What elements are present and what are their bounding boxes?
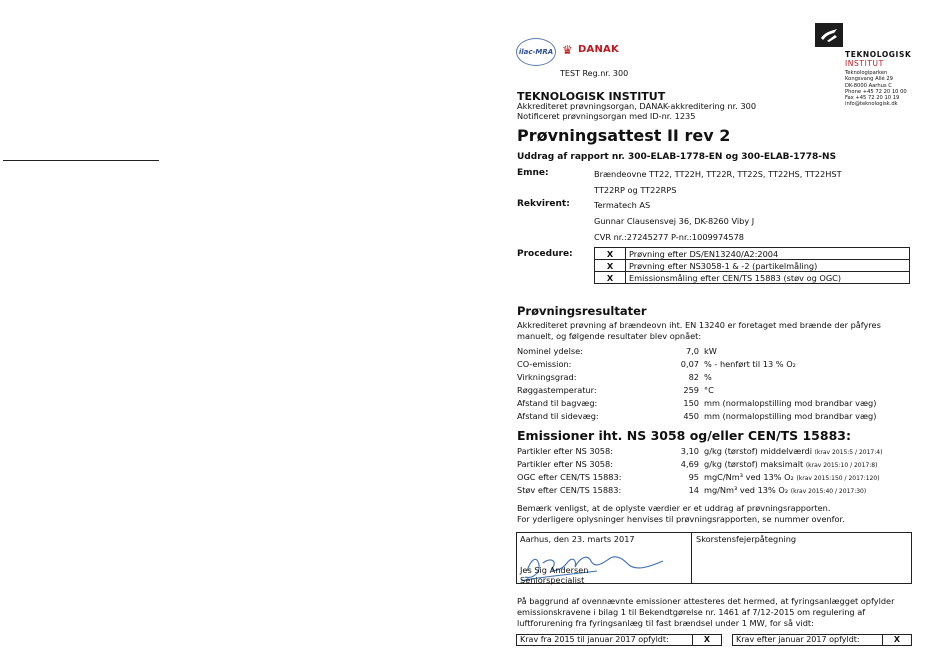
- emission-value: 14: [688, 485, 699, 495]
- procedure-label: Procedure:: [517, 249, 573, 259]
- procedure-text: Emissionsmåling efter CEN/TS 15883 (støv og OGC): [626, 272, 910, 284]
- address-line: Teknologiparken: [845, 70, 888, 76]
- result-unit: kW: [704, 346, 717, 356]
- procedure-mark: X: [595, 272, 626, 284]
- result-row: [517, 346, 917, 358]
- emission-unit-text: g/kg (tørstof) middelværdi: [704, 446, 812, 456]
- emission-unit: [704, 446, 882, 456]
- separator-line: [3, 160, 159, 161]
- emission-unit: [704, 472, 880, 482]
- address-line: DK-8000 Aarhus C: [845, 82, 892, 89]
- emission-value: 3,10: [680, 446, 699, 456]
- address-line: Phone +45 72 20 10 00: [845, 88, 907, 95]
- rekvirent-address: Gunnar Clausensvej 36, DK-8260 Viby J: [594, 216, 755, 226]
- results-heading: Prøvningsresultater: [517, 304, 647, 318]
- emission-row: [517, 472, 917, 484]
- ti-address: [845, 70, 907, 108]
- emission-requirement: (krav 2015:40 / 2017:30): [790, 488, 867, 495]
- result-row: [517, 372, 917, 384]
- result-value: 7,0: [685, 346, 699, 356]
- results-intro-1: Akkrediteret prøvning af brændeovn iht. EN 13240 er foretaget med brænde der påfyres: [517, 320, 881, 330]
- teknologisk-institut-logo-icon: [815, 23, 843, 47]
- note-line-2: For yderligere oplysninger henvises til prøvningsrapporten, se nummer ovenfor.: [517, 514, 845, 524]
- document-subtitle: Uddrag af rapport nr. 300-ELAB-1778-EN og 300-ELAB-1778-NS: [517, 152, 837, 162]
- org-name: TEKNOLOGISK INSTITUT: [517, 90, 666, 103]
- result-label: Røggastemperatur:: [517, 385, 597, 395]
- emission-requirement: (krav 2015:5 / 2017:4): [814, 449, 883, 456]
- emission-row: [517, 459, 917, 471]
- result-unit: mm (normalopstilling mod brandbar væg): [704, 411, 877, 421]
- result-value: 150: [683, 398, 699, 408]
- result-row: [517, 385, 917, 397]
- emission-unit-text: mg/Nm³ ved 13% O₂: [704, 485, 789, 495]
- place-date: Aarhus, den 23. marts 2017: [520, 534, 635, 544]
- procedure-mark: X: [595, 260, 626, 272]
- document-title: Prøvningsattest II rev 2: [517, 126, 731, 145]
- result-value: 82: [688, 372, 699, 382]
- crown-icon: ♛: [562, 43, 573, 57]
- result-value: 450: [683, 411, 699, 421]
- requirement-2017-mark: X: [882, 635, 911, 645]
- accreditation-text: [517, 101, 756, 121]
- signature-divider: [691, 533, 692, 583]
- result-label: CO-emission:: [517, 359, 572, 369]
- emne-line-2: TT22RP og TT22RPS: [594, 185, 677, 195]
- signer-role: Seniorspecialist: [520, 575, 585, 585]
- emission-unit: [704, 485, 866, 495]
- signer-name: Jes Sig Andersen: [520, 565, 589, 575]
- requirement-box-2015: [516, 634, 722, 646]
- requirement-2017-label: Krav efter januar 2017 opfyldt:: [736, 635, 860, 644]
- ti-logo-subtitle: INSTITUT: [845, 59, 884, 68]
- result-label: Afstand til sidevæg:: [517, 411, 599, 421]
- procedure-row: [595, 248, 910, 260]
- emission-unit: [704, 459, 877, 469]
- emission-label: OGC efter CEN/TS 15883:: [517, 472, 622, 482]
- result-label: Afstand til bagvæg:: [517, 398, 598, 408]
- result-label: Nominel ydelse:: [517, 346, 583, 356]
- procedure-table: [594, 247, 910, 284]
- result-row: [517, 398, 917, 410]
- results-intro-2: manuelt, og følgende resultater blev opnået:: [517, 331, 702, 341]
- emission-row: [517, 485, 917, 497]
- emission-label: Støv efter CEN/TS 15883:: [517, 485, 622, 495]
- procedure-text: Prøvning efter DS/EN13240/A2:2004: [626, 248, 910, 260]
- danak-label: DANAK: [578, 44, 619, 55]
- requirement-2015-label: Krav fra 2015 til januar 2017 opfyldt:: [520, 635, 669, 644]
- emission-value: 4,69: [680, 459, 699, 469]
- result-unit: °C: [704, 385, 714, 395]
- test-reg-number: TEST Reg.nr. 300: [560, 69, 629, 78]
- emission-label: Partikler efter NS 3058:: [517, 446, 613, 456]
- emission-value: 95: [688, 472, 699, 482]
- emission-unit-text: g/kg (tørstof) maksimalt: [704, 459, 804, 469]
- address-line: Fax +45 72 20 10 19: [845, 95, 900, 102]
- procedure-mark: X: [595, 248, 626, 260]
- result-label: Virkningsgrad:: [517, 372, 577, 382]
- rekvirent-cvr: CVR nr.:27245277 P-nr.:1009974578: [594, 232, 745, 242]
- emne-label: Emne:: [517, 168, 549, 178]
- danak-logo: [562, 42, 618, 58]
- result-unit: %: [704, 372, 712, 382]
- result-row: [517, 411, 917, 423]
- notified-line: Notificeret prøvningsorgan med ID-nr. 1235: [517, 111, 696, 121]
- emission-requirement: (krav 2015:10 / 2017:8): [805, 462, 878, 469]
- emission-unit-text: mgC/Nm³ ved 13% O₂: [704, 472, 794, 482]
- emissions-heading: Emissioner iht. NS 3058 og/eller CEN/TS 15883:: [517, 428, 851, 443]
- footer-line-1: På baggrund af ovennævnte emissioner attesteres det hermed, at fyringsanlægget opfylder: [517, 596, 895, 606]
- procedure-row: [595, 272, 910, 284]
- requirement-box-2017: [732, 634, 912, 646]
- signature-box: [516, 532, 912, 584]
- procedure-text: Prøvning efter NS3058-1 & -2 (partikelmåling): [626, 260, 910, 272]
- result-value: 0,07: [680, 359, 699, 369]
- signer: [520, 565, 588, 585]
- rekvirent-name: Termatech AS: [594, 200, 651, 210]
- rekvirent-label: Rekvirent:: [517, 199, 570, 209]
- footer-line-2: emissionskravene i bilag 1 til Bekendtgørelse nr. 1461 af 7/12-2015 om regulering af: [517, 607, 866, 617]
- result-row: [517, 359, 917, 371]
- emne-line-1: Brændeovne TT22, TT22H, TT22R, TT22S, TT22HS, TT22HST: [594, 169, 842, 179]
- ti-logo-name: TEKNOLOGISK: [845, 50, 912, 59]
- note-line-1: Bemærk venligst, at de oplyste værdier er et uddrag af prøvningsrapporten.: [517, 503, 831, 513]
- result-value: 259: [683, 385, 699, 395]
- accredited-line: Akkrediteret prøvningsorgan, DANAK-akkreditering nr. 300: [517, 101, 757, 111]
- result-unit: % - henført til 13 % O₂: [704, 359, 796, 369]
- requirement-2015-mark: X: [692, 635, 721, 645]
- address-line: info@teknologisk.dk: [845, 101, 898, 108]
- chimney-sweep-endorsement: Skorstensfejerpåtegning: [696, 534, 797, 544]
- footer-line-3: luftforurening fra fyringsanlæg til fast brændsel under 1 MW, for så vidt:: [517, 618, 814, 628]
- emission-row: [517, 446, 917, 458]
- ilac-mra-logo: ilac-MRA: [516, 38, 556, 66]
- emission-label: Partikler efter NS 3058:: [517, 459, 613, 469]
- emission-requirement: (krav 2015:150 / 2017:120): [796, 475, 880, 482]
- result-unit: mm (normalopstilling mod brandbar væg): [704, 398, 877, 408]
- address-line: Kongsvang Allé 29: [845, 76, 893, 83]
- procedure-row: [595, 260, 910, 272]
